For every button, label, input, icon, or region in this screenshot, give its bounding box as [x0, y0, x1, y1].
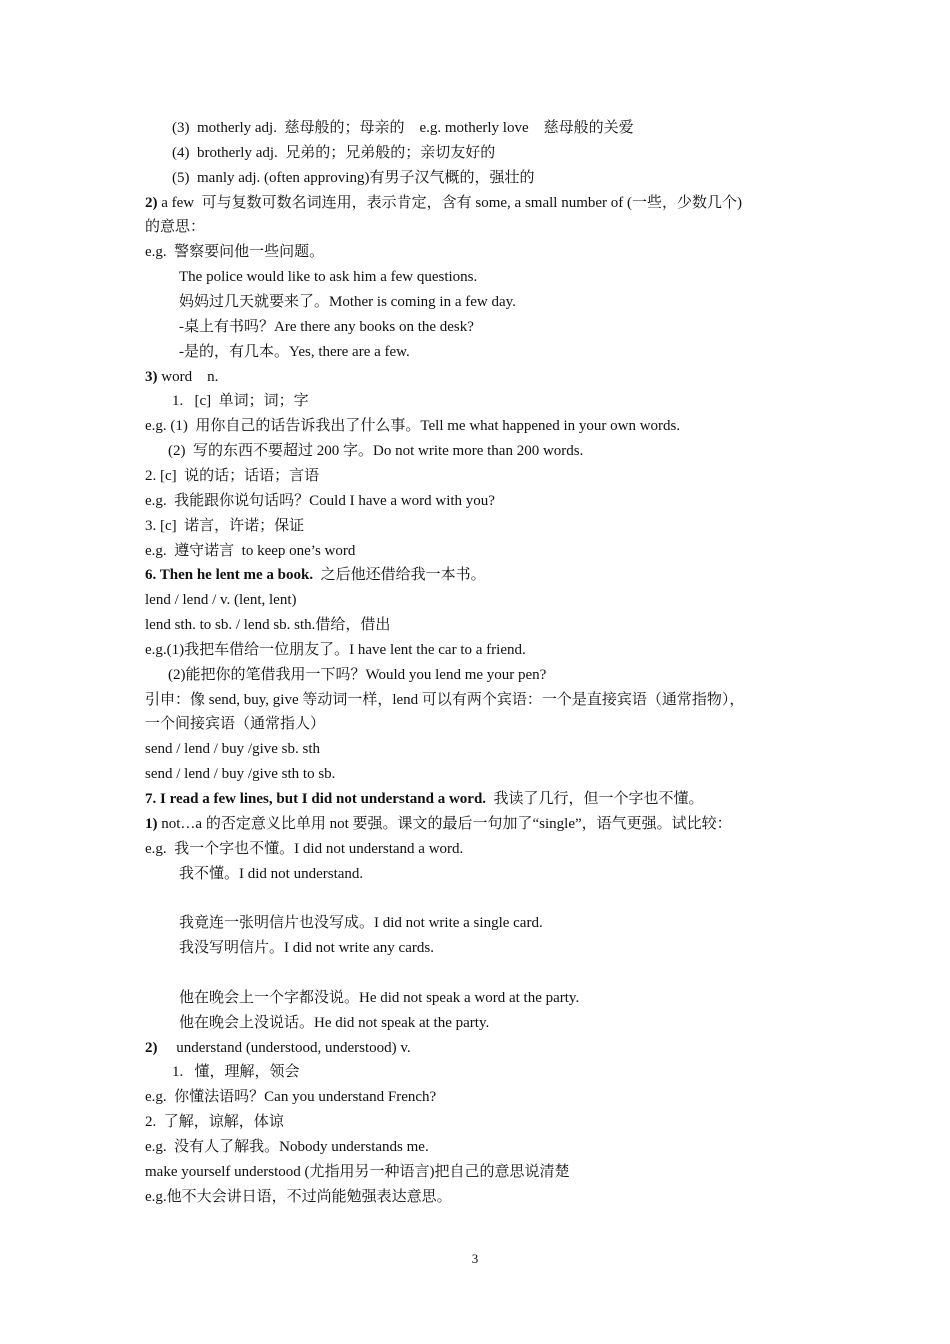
line-text: 之后他还借给我一本书。	[313, 567, 486, 584]
line-text: e.g.他不大会讲日语，不过尚能勉强表达意思。	[145, 1188, 452, 1205]
text-line	[145, 640, 526, 660]
line-text: 妈妈过几天就要来了。Mother is coming in a few day.	[179, 294, 516, 310]
text-line	[145, 367, 218, 387]
line-text: e.g. 警察要问他一些问题。	[145, 244, 325, 261]
line-text: e.g. 没有人了解我。Nobody understands me.	[145, 1138, 429, 1155]
text-line	[145, 1112, 284, 1132]
text-line	[179, 938, 434, 958]
text-line	[145, 491, 495, 511]
line-text: e.g. 我一个字也不懂。I did not understand a word.	[145, 840, 464, 857]
text-line	[145, 1137, 429, 1157]
line-text: 他在晚会上没说话。He did not speak at the party.	[179, 1014, 490, 1031]
text-line	[145, 541, 355, 561]
line-text: lend / lend / v. (lent, lent)	[145, 592, 297, 609]
text-line	[145, 789, 704, 809]
text-line	[145, 565, 486, 585]
line-text: (2) 写的东西不要超过 200 字。Do not write more than 200 words.	[168, 443, 584, 460]
line-text: understand (understood, understood) v.	[157, 1039, 411, 1056]
text-line	[179, 913, 543, 933]
line-text: send / lend / buy /give sb. sth	[145, 741, 320, 758]
line-text: a few 可与复数可数名词连用，表示肯定，含有 some, a small number of (一些，少数几个)	[157, 194, 743, 211]
line-text: e.g. (1) 用你自己的话告诉我出了什么事。Tell me what happened in your own words.	[145, 418, 681, 435]
text-line	[145, 714, 325, 734]
line-text: make yourself understood (尤指用另一种语言)把自己的意思说清楚	[145, 1163, 570, 1180]
line-text: 2. 了解，谅解，体谅	[145, 1114, 284, 1130]
text-line	[145, 814, 732, 834]
text-line	[168, 665, 546, 685]
page-number: 3	[471, 1251, 479, 1266]
text-line	[179, 317, 474, 337]
bold-heading: 2)	[145, 1039, 158, 1056]
line-text: not…a 的否定意义比单用 not 要强。课文的最后一句加了“single”，语气更强。试比较：	[157, 815, 732, 832]
text-line	[145, 764, 335, 784]
line-text: e.g. 你懂法语吗？Can you understand French?	[145, 1089, 437, 1106]
line-text: The police would like to ask him a few questions.	[179, 269, 478, 286]
text-line	[172, 168, 534, 188]
line-text: -是的，有几本。Yes, there are a few.	[179, 343, 410, 360]
line-text: -桌上有书吗？Are there any books on the desk?	[179, 318, 474, 335]
bold-heading: 3)	[145, 368, 158, 385]
line-text: 的意思：	[145, 219, 206, 236]
line-text: 我读了几行，但一个字也不懂。	[486, 791, 704, 807]
line-text: (2)能把你的笔借我用一下吗？Would you lend me your pen?	[168, 666, 547, 683]
text-line	[179, 1013, 489, 1033]
line-text: 1. [c] 单词；词；字	[172, 393, 309, 410]
text-line	[179, 292, 516, 312]
bold-heading: 2)	[145, 194, 158, 211]
line-text: 我竟连一张明信片也没写成。I did not write a single card.	[179, 915, 543, 932]
line-text: (4) brotherly adj. 兄弟的；兄弟般的；亲切友好的	[172, 144, 496, 161]
text-line	[172, 1062, 300, 1082]
line-text: 1. 懂，理解，领会	[172, 1064, 300, 1081]
bold-heading: 7. I read a few lines, but I did not understand a word.	[145, 791, 487, 807]
text-line	[179, 988, 579, 1008]
bold-heading: 6. Then he lent me a book.	[145, 567, 314, 584]
line-text: 我没写明信片。I did not write any cards.	[179, 940, 434, 957]
text-line	[145, 242, 324, 262]
line-text: e.g. 我能跟你说句话吗？Could I have a word with you?	[145, 492, 495, 509]
bold-heading: 1)	[145, 815, 158, 832]
line-text: 2. [c] 说的话；话语；言语	[145, 467, 320, 484]
line-text: 一个间接宾语（通常指人）	[145, 716, 326, 733]
text-line	[168, 441, 583, 461]
text-line	[145, 516, 304, 536]
line-text: 他在晚会上一个字都没说。He did not speak a word at the party.	[179, 989, 580, 1006]
text-line	[179, 267, 477, 287]
text-line	[145, 416, 680, 436]
line-text: 我不懂。I did not understand.	[179, 865, 364, 882]
text-line	[172, 391, 309, 411]
line-text: 3. [c] 诺言，许诺；保证	[145, 517, 305, 534]
line-text: lend sth. to sb. / lend sb. sth.借给，借出	[145, 617, 391, 633]
line-text: e.g.(1)我把车借给一位朋友了。I have lent the car to a friend.	[145, 641, 526, 658]
text-line	[179, 864, 363, 884]
text-line	[179, 342, 410, 362]
text-line	[145, 1038, 411, 1058]
text-line	[145, 1162, 570, 1182]
text-line	[145, 590, 297, 610]
text-line	[145, 690, 744, 710]
line-text: send / lend / buy /give sth to sb.	[145, 766, 336, 783]
line-text: (3) motherly adj. 慈母般的；母亲的 e.g. motherly love 慈母般的关爱	[172, 120, 634, 136]
text-line	[145, 1187, 452, 1207]
line-text: 引申：像 send, buy, give 等动词一样，lend 可以有两个宾语：一个是直接宾语（通常指物），	[145, 691, 745, 708]
text-line	[145, 839, 463, 859]
line-text: word n.	[157, 368, 219, 385]
text-line	[145, 193, 742, 213]
text-line	[145, 217, 205, 237]
line-text: (5) manly adj. (often approving)有男子汉气概的，强壮的	[172, 169, 535, 186]
text-line	[172, 118, 634, 138]
text-line	[145, 1087, 436, 1107]
text-line	[145, 739, 320, 759]
text-line	[145, 466, 319, 486]
line-text: e.g. 遵守诺言 to keep one’s word	[145, 542, 356, 559]
text-line	[145, 615, 390, 635]
text-line	[172, 143, 495, 163]
